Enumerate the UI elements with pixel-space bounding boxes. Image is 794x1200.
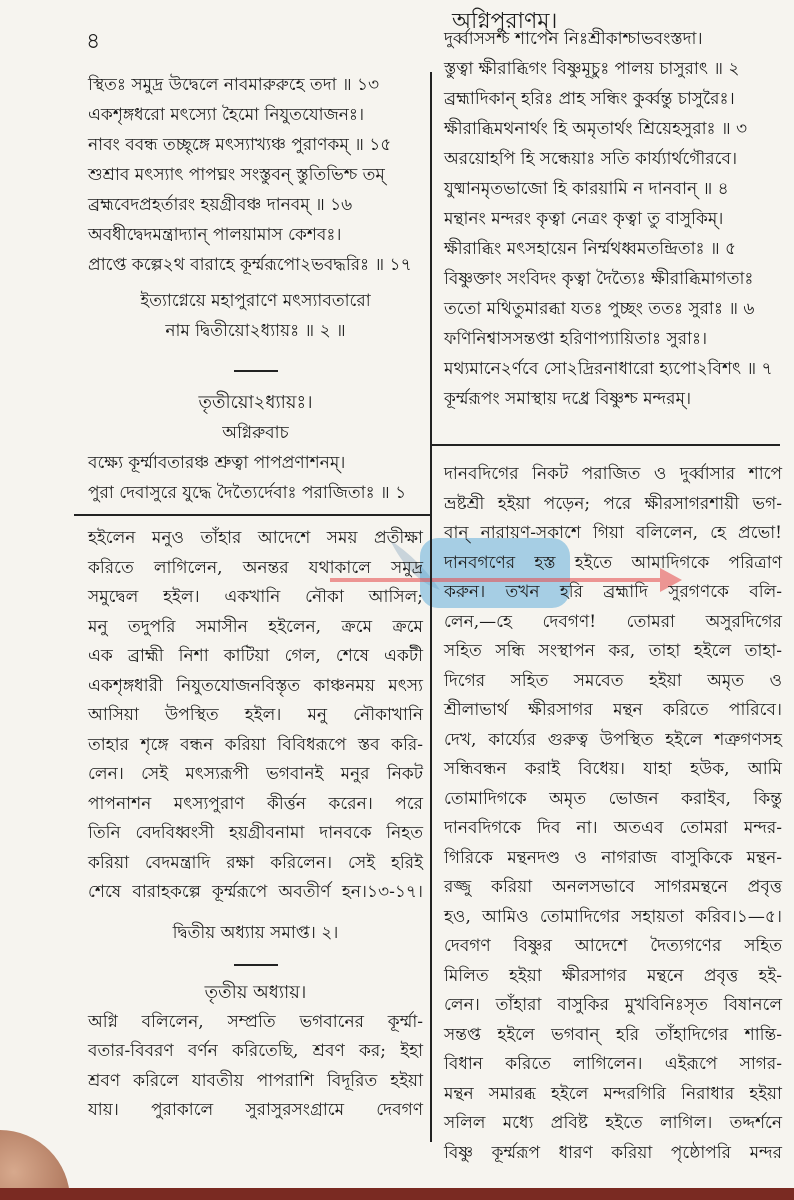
text-line: বিষ্ণুক্তাং সংবিদং কৃত্বা দৈত্যৈঃ ক্ষীরাব্ধিমাগতাঃ [444,269,754,289]
right-column [444,24,782,1168]
text-line: পাপনাশন মৎস্যপুরাণ কীর্ত্তন করেন। পরে [88,793,423,814]
text-line: ব্রহ্মাদিকান্ হরিঃ প্রাহ সন্ধিং কুর্ব্বন্তু চাসুরৈঃ। [444,89,735,109]
text-line: করিতে লাগিলেন, অনন্তর যথাকালে সমুদ্র [88,557,423,578]
text-line: বতার-বিবরণ বর্ণন করিতেছি, শ্রবণ কর; ইহা [88,1041,423,1061]
text-line: শুশ্রাব মৎস্যাৎ পাপঘ্নং সংস্তুবন্ স্তুতিভিশ্চ তম্ [88,165,385,185]
chapter-heading-bengali: তৃতীয় অধ্যায়। [204,981,307,1003]
text-line: লেন,—হে দেবগণ! তোমরা অসুরদিগের [444,611,782,632]
text-line: শেষে বারাহকল্পে কূর্ম্মরূপে অবতীর্ণ হন।১৩-১৭। [88,882,423,902]
text-line: বিষ্ণু কূর্ম্মরূপ ধারণ করিয়া পৃষ্ঠোপরি মন্দর [444,1142,782,1163]
text-line: তিনি বেদবিধ্বংসী হয়গ্রীবনামা দানবকে নিহত [88,823,423,843]
page-number: ৪ [86,29,101,54]
text-line: ভ্রষ্টশ্রী হইয়া পড়েন; পরে ক্ষীরসাগরশায়ী ভগ- [444,493,782,514]
right-prose [444,460,782,1168]
left-section-rule [74,514,430,516]
chapter-end-note: দ্বিতীয় অধ্যায় সমাপ্ত। ২। [172,922,339,943]
text-line: ব্রহ্মবেদপ্রহর্তারং হয়গ্রীবঞ্চ দানবম্ ॥ ১৬ [88,195,353,215]
text-line: এক ব্রাহ্মী নিশা কাটিয়া গেল, শেষে একটী [88,646,423,666]
chapter-heading: তৃতীয়ো২ধ্যায়ঃ। [198,392,313,413]
text-line: সন্ধিবন্ধন করাই বিধেয়। যাহা হউক, আমি [444,759,782,779]
text-line: স্থিতঃ সমুদ্র উদ্বেলে নাবমারুরুহে তদা ॥ ১৩ [88,75,380,95]
separator-dash [234,370,278,372]
text-line: হও, আমিও তোমাদিগের সহায়তা করিব।১—৫। [444,906,782,927]
text-line: দানবগণের হস্ত হইতে আমাদিগকে পরিত্রাণ [444,552,782,573]
text-line: তোমাদিগকে অমৃত ভোজন করাইব, কিন্তু [444,788,782,809]
text-line: আসিয়া উপস্থিত হইল। মনু নৌকাখানি [88,705,423,725]
text-line: দানবদিগকে দিব না। অতএব তোমরা মন্দর- [444,818,782,838]
text-line: দেখ, কার্য্যের গুরুত্ব উপস্থিত হইলে শত্রুগণসহ [444,729,782,750]
chapter-colophon [88,286,423,346]
page-bottom-edge [0,1188,794,1200]
text-line: ততো মথিতুমারব্ধা যতঃ পুচ্ছং ততঃ সুরাঃ ॥ ৬ [444,299,755,319]
text-line: হইলেন মনুও তাঁহার আদেশে সময় প্রতীক্ষা [88,528,423,548]
text-line: সলিল মধ্যে প্রবিষ্ট হইতে লাগিল। তদ্দর্শনে [444,1113,782,1133]
right-verses [444,24,782,414]
text-line: লেন। তাঁহারা বাসুকির মুখবিনিঃসৃত বিষানলে [444,995,782,1015]
text-line: দানবদিগের নিকট পরাজিত ও দুর্ব্বাসার শাপে [444,464,782,484]
text-line: বান্ নারায়ণ-সকাশে গিয়া বলিলেন, হে প্রভো! [444,523,782,543]
speaker-label: অগ্নিরুবাচ [222,423,289,443]
text-line: মিলিত হইয়া ক্ষীরসাগর মন্থনে প্রবৃত্ত হই- [444,965,782,986]
chapter-verses [88,448,423,508]
text-line: প্রাপ্তে কল্পে২থ বারাহে কূর্ম্মরূপো২ভবদ্ধরিঃ ॥ ১৭ [88,255,412,275]
text-line: দিগের সহিত সমবেত হইয়া অমৃত ও [444,670,782,691]
text-line: যায়। পুরাকালে সুরাসুরসংগ্রামে দেবগণ [88,1100,423,1120]
text-line: একশৃঙ্গধরো মৎস্যো হৈমো নিযুতযোজনঃ। [88,105,365,125]
text-line: অরয়োহপি হি সন্ধেয়াঃ সতি কার্য্যার্থগৌরবে। [444,149,738,169]
text-line: ক্ষীরাব্ধিং মৎসহায়েন নির্ম্মথধ্বমতন্দ্রিতাঃ ॥ ৫ [444,239,737,259]
text-line: নাবং ববন্ধ তচ্ছৃঙ্গে মৎস্যাখ্যঞ্চ পুরাণকম্ ॥ ১৫ [88,135,392,155]
left-prose [88,524,423,908]
text-line: লেন। সেই মৎস্যরূপী ভগবানই মনুর নিকট [88,764,423,784]
text-line: গিরিকে মন্থনদণ্ড ও নাগরাজ বাসুকিকে মন্থন- [444,847,782,868]
text-line: মন্থন সমারব্ধ হইলে মন্দরগিরি নিরাধার হইয়া [444,1083,782,1104]
text-line: স্তুত্বা ক্ষীরাব্ধিগং বিষ্ণুমূচুঃ পালয় চাসুরাৎ ॥ ২ [444,59,740,79]
text-line: তাহার শৃঙ্গে বন্ধন করিয়া বিবিধরূপে স্তব করি- [88,734,423,755]
left-prose-2 [88,1008,423,1126]
left-verses [88,70,423,280]
text-line: ফণিনিশ্বাসসন্তপ্তা হরিণাপ্যায়িতাঃ সুরাঃ। [444,329,708,349]
text-line: সমুদ্বেল হইল। একখানি নৌকা আসিল; [88,587,423,607]
text-line: নাম দ্বিতীয়ো২ধ্যায়ঃ ॥ ২ ॥ [165,321,346,341]
text-line: রজ্জু করিয়া অনলসভাবে সাগরমন্থনে প্রবৃত্ত [444,877,782,897]
running-title: অগ্নিপুরাণম্। [452,9,558,34]
text-line: দুর্ব্বাসসশ্চ শাপেন নিঃশ্রীকাশ্চাভবংস্তদা। [444,29,703,49]
text-line: দেবগণ বিষ্ণুর আদেশে দৈত্যগণের সহিত [444,936,782,956]
text-line: বিধান করিতে লাগিলেন। এইরূপে সাগর- [444,1054,782,1074]
text-line: সন্তপ্ত হইলে ভগবান্ হরি তাঁহাদিগের শান্তি- [444,1024,782,1045]
text-line: ইত্যাগ্নেয়ে মহাপুরাণে মৎস্যাবতারো [140,291,371,311]
right-section-rule [430,444,780,446]
text-line: মথ্যমানে২র্ণবে সো২দ্রিরনাধারো হ্যপো২বিশৎ ॥ ৭ [444,359,773,379]
column-divider [430,72,432,1142]
text-line: অবধীদ্বেদমন্ত্রাদ্যান্ পালয়ামাস কেশবঃ। [88,225,342,245]
text-line: শ্রবণ করিলে যাবতীয় পাপরাশি বিদূরিত হইয়া [88,1070,423,1091]
text-line: একশৃঙ্গধারী নিযুতযোজনবিস্তৃত কাঞ্চনময় মৎস্য [88,675,423,696]
text-line: মন্থানং মন্দরং কৃত্বা নেত্রং কৃত্বা তু বাসুকিম্। [444,209,724,229]
text-line: অগ্নি বলিলেন, সম্প্রতি ভগবানের কূর্ম্মা- [88,1011,423,1032]
text-line: মনু তদুপরি সমাসীন হইলেন, ক্রমে ক্রমে [88,616,423,637]
text-line: যুষ্মানমৃতভাজো হি কারয়ামি ন দানবান্ ॥ ৪ [444,179,729,199]
text-line: ক্ষীরাব্ধিমথনার্থং হি অমৃতার্থং শ্রিয়েহসুরাঃ ॥ ৩ [444,119,748,139]
text-line: শ্রীলাভার্থ ক্ষীরসাগর মন্থন করিতে পারিবে। [444,700,782,720]
text-line: বক্ষ্যে কূর্ম্মাবতারঞ্চ শ্রুত্বা পাপপ্রণাশনম্। [88,453,346,473]
text-line: করিয়া বেদমন্ত্রাদি রক্ষা করিলেন। সেই হরিই [88,852,423,873]
left-column [88,70,423,1126]
text-line: সহিত সন্ধি সংস্থাপন কর, তাহা হইলে তাহা- [444,641,782,661]
text-line: করুন। তখন হরি ব্রহ্মাদি সুরগণকে বলি- [444,582,782,602]
text-line: পুরা দেবাসুরে যুদ্ধে দৈত্যৈর্দেবাঃ পরাজিতাঃ ॥ ১ [88,483,407,503]
separator-dash [234,964,278,966]
text-line: কূর্ম্মরূপং সমাস্থায় দধ্রে বিষ্ণুশ্চ মন্দরম্। [444,389,692,409]
